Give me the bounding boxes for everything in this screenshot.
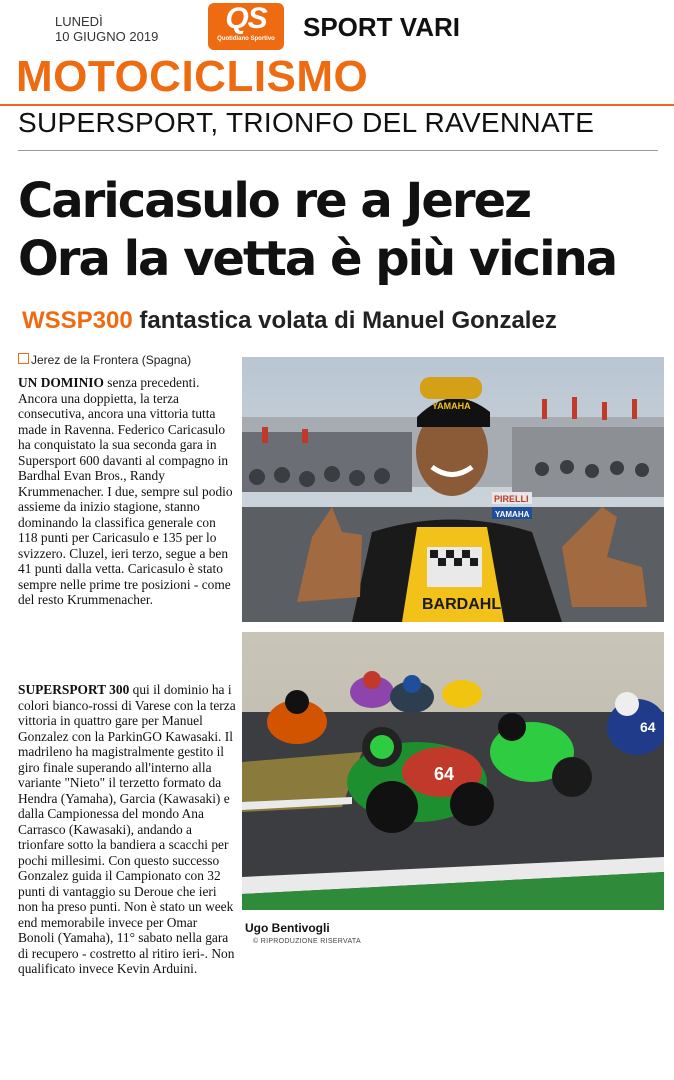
p2-lead: SUPERSPORT 300 — [18, 682, 130, 697]
dateline-text: Jerez de la Frontera (Spagna) — [31, 353, 192, 367]
issue-weekday: LUNEDÌ — [55, 14, 103, 29]
rights-text: RIPRODUZIONE RISERVATA — [260, 938, 361, 945]
photo1-sponsor-chest: BARDAHL — [422, 596, 502, 613]
category-title: MOTOCICLISMO — [16, 52, 369, 101]
dateline — [18, 353, 191, 367]
copyright-notice — [253, 937, 361, 946]
logo-subtext: Quotidiano Sportivo — [217, 36, 275, 42]
issue-date — [55, 14, 158, 44]
headline-line-1: Caricasulo re a Jerez — [18, 173, 531, 229]
section-label: SPORT VARI — [303, 12, 460, 42]
p1-text: senza precedenti. Ancora una doppietta, la terza consecutiva, ancora una vittoria tutta made in Ravenna. Federico Caricasulo ha conquistato la sua seconda gara in Supersport 600 davanti al compagno in Bardhal Evan Bros., Randy Krummenacher. I due, sempre sul podio assieme da inizio stagione, stanno dominando la classifica generale con 118 punti per Caricasulo e 135 per lo svizzero. Cluzel, ieri terzo, segue a ben 41 punti dalla vetta. Caricasulo è stato sempre nelle prime tre posizioni - come del resto Krummenacher. — [18, 375, 233, 607]
subhead-text: fantastica volata di Manuel Gonzalez — [139, 307, 557, 334]
logo-letters: QS — [225, 2, 267, 35]
dateline-marker-icon — [18, 353, 29, 364]
headline — [18, 172, 668, 288]
headline-line-2: Ora la vetta è più vicina — [18, 231, 617, 287]
p1-lead: UN DOMINIO — [18, 375, 104, 390]
body-paragraph-2 — [18, 682, 236, 977]
photo-rider-celebration — [242, 357, 664, 622]
copyright-icon: © — [253, 938, 259, 945]
article-kicker: SUPERSPORT, TRIONFO DEL RAVENNATE — [18, 107, 595, 138]
kicker-divider — [18, 150, 658, 151]
subhead-tag: WSSP300 — [22, 307, 133, 334]
subheadline — [22, 306, 557, 336]
photo1-sponsor-patch1: PIRELLI — [494, 494, 529, 504]
race-action-illustration — [242, 632, 664, 910]
rider-celebration-illustration — [242, 357, 664, 622]
photo2-bike-number-lead: 64 — [434, 764, 455, 784]
photo-race-action — [242, 632, 664, 910]
qs-logo — [208, 3, 284, 50]
body-paragraph-1 — [18, 375, 236, 608]
photo2-bike-number-right: 64 — [640, 719, 656, 735]
author-byline: Ugo Bentivogli — [245, 921, 330, 935]
photo1-sponsor-cap: YAMAHA — [432, 401, 471, 411]
p2-text: qui il dominio ha i colori bianco-rossi di Varese con la terza vittoria in quattro gare per Manuel Gonzalez con la ParkinGO Kawasaki. Il madrileno ha magistralmente gestito il giro finale superando all'interno alla variante "Nieto" il terzetto formato da Hendra (Yamaha), Garcia (Kawasaki) e dalla Campionessa del mondo Ana Carrasco (Kawasaki), andando a trionfare sotto la bandiera a scacchi per pochi millesimi. Con questo successo Gonzalez guida il Campionato con 32 punti di vantaggio su Deroue che ieri non ha preso punti. Non è stato un week end memorabile invece per Omar Bonoli (Yamaha), 11° sabato nella gara di recupero - costretto al ritiro ieri-. Non qualificato invece Kevin Arduini. — [18, 682, 236, 976]
photo1-sponsor-patch2: YAMAHA — [495, 510, 530, 519]
issue-full-date: 10 GIUGNO 2019 — [55, 29, 159, 44]
